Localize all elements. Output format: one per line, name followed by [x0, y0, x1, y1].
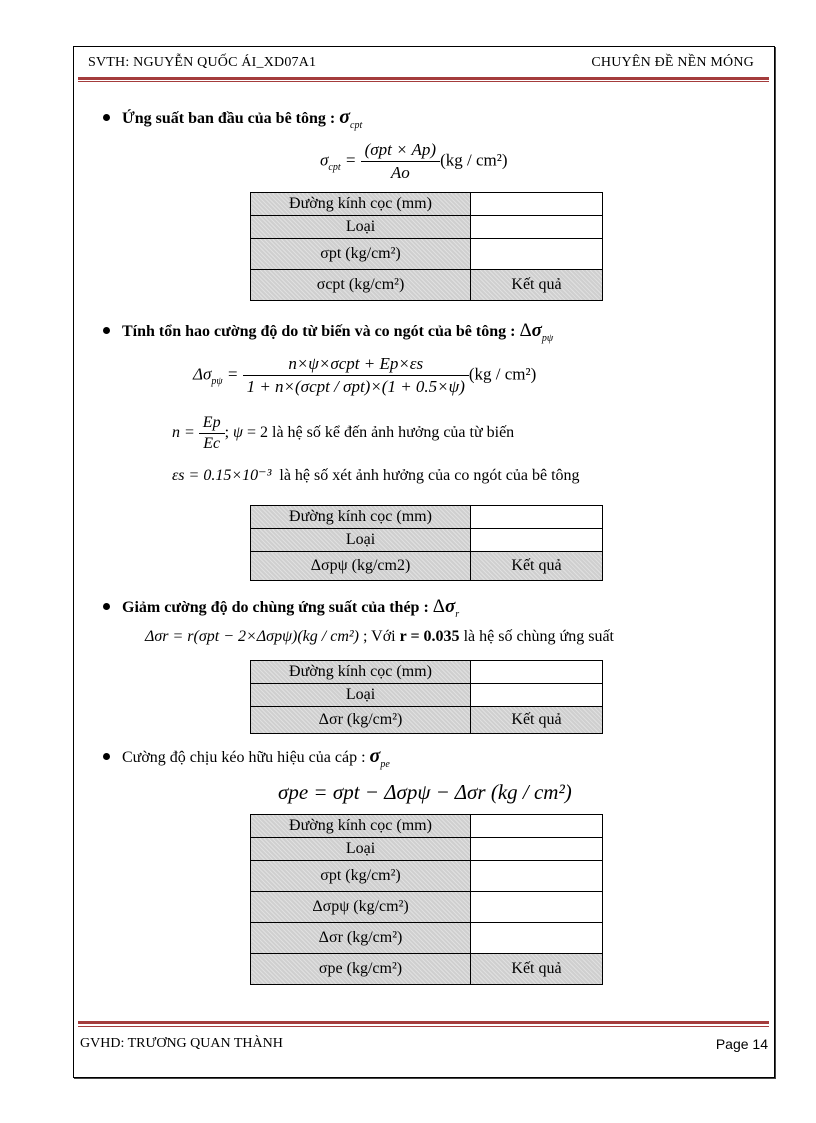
table-label: Loại — [251, 684, 471, 707]
section3-title: Giảm cường độ do chùng ứng suất của thép : — [122, 599, 429, 616]
table-label: Δσpψ (kg/cm²) — [251, 892, 471, 923]
section3-note-r: r = 0.035 — [399, 628, 460, 645]
header-topic: CHUYÊN ĐỀ NỀN MÓNG — [591, 55, 754, 70]
section1-title: Ứng suất ban đầu của bê tông : — [122, 110, 336, 127]
table-cell — [471, 684, 603, 707]
section2-heading: Tính tổn hao cường độ do từ biến và co ngót của bê tông : $\Delta\sigma_{p\psi}$ — [103, 320, 553, 344]
header-author: SVTH: NGUYỄN QUỐC ÁI_XD07A1 — [88, 55, 317, 70]
table-cell — [471, 661, 603, 684]
table-label: Loại — [251, 216, 471, 239]
table-label: σpe (kg/cm²) — [251, 954, 471, 985]
section2-formula-numerator: n×ψ×σcpt + Ep×εs — [243, 354, 469, 376]
section3-heading: Giảm cường độ do chùng ứng suất của thép : $\Delta\sigma_r$ — [103, 596, 459, 620]
section2-table — [250, 505, 603, 581]
table-cell — [471, 239, 603, 270]
section3-formula: Δσr = r(σpt − 2×Δσpψ)(kg / cm²) — [145, 628, 359, 645]
table-label: Đường kính cọc (mm) — [251, 506, 471, 529]
table-cell — [471, 838, 603, 861]
section3-formula-line — [145, 628, 614, 646]
section4-title: Cường độ chịu kéo hữu hiệu của cáp : — [122, 749, 366, 766]
footer-rule — [78, 1021, 769, 1024]
table-result: Kết quả — [471, 552, 603, 581]
page-number: Page 14 — [715, 1036, 768, 1052]
section4-table — [250, 814, 603, 985]
table-cell — [471, 529, 603, 552]
table-label: Đường kính cọc (mm) — [251, 193, 471, 216]
table-label: Loại — [251, 838, 471, 861]
section2-n-definition: n = $\frac{Ep}{Ec}$ ; ψ = 2 là hệ số kể đến ảnh hưởng của từ biến — [172, 414, 515, 452]
section1-table — [250, 192, 603, 301]
table-result: Kết quả — [471, 954, 603, 985]
bullet-icon — [103, 327, 110, 334]
header-rule — [78, 77, 769, 80]
footer-advisor: GVHD: TRƯƠNG QUAN THÀNH — [80, 1036, 283, 1051]
table-result: Kết quả — [471, 707, 603, 734]
table-label: Đường kính cọc (mm) — [251, 815, 471, 838]
bullet-icon — [103, 753, 110, 760]
table-label: σcpt (kg/cm²) — [251, 270, 471, 301]
section1-formula-unit: (kg / cm²) — [440, 150, 508, 170]
section2-formula: $\Delta\sigma_{p\psi}$ = $\frac{\text{n×ψ×σcpt + Ep×εs}}{\text{1 + n×(σcpt / σpt)×(1 + 0.5×ψ)}}$ (kg / cm²) — [193, 354, 537, 396]
table-cell — [471, 506, 603, 529]
table-label: σpt (kg/cm²) — [251, 239, 471, 270]
table-label: Δσr (kg/cm²) — [251, 707, 471, 734]
table-cell — [471, 861, 603, 892]
section4-heading: Cường độ chịu kéo hữu hiệu của cáp : $\sigma_{pe}$ — [103, 745, 390, 770]
header-rule-thin — [78, 81, 769, 82]
section2-es-definition — [172, 465, 580, 485]
table-label: σpt (kg/cm²) — [251, 861, 471, 892]
table-cell — [471, 193, 603, 216]
bullet-icon — [103, 114, 110, 121]
section1-formula-numerator: (σpt × Ap) — [361, 140, 440, 162]
table-cell — [471, 923, 603, 954]
table-cell — [471, 815, 603, 838]
table-label: Loại — [251, 529, 471, 552]
section2-es-value: εs = 0.15×10⁻³ — [172, 467, 272, 484]
table-result: Kết quả — [471, 270, 603, 301]
section1-heading: Ứng suất ban đầu của bê tông : $\sigma_{cpt}$ — [103, 106, 362, 131]
table-cell — [471, 216, 603, 239]
section2-n-text: là hệ số kể đến ảnh hưởng của từ biến — [272, 424, 515, 442]
section2-title: Tính tổn hao cường độ do từ biến và co ngót của bê tông : — [122, 323, 516, 340]
table-label: Đường kính cọc (mm) — [251, 661, 471, 684]
section3-note-pre: ; Với — [363, 628, 396, 645]
section3-table — [250, 660, 603, 734]
section2-es-text: là hệ số xét ảnh hưởng của co ngót của bê tông — [279, 467, 580, 484]
table-cell — [471, 892, 603, 923]
table-label: Δσr (kg/cm²) — [251, 923, 471, 954]
section3-note-post: là hệ số chùng ứng suất — [463, 628, 614, 645]
section1-formula-denominator: Ao — [390, 163, 410, 182]
section1-formula: $\sigma_{cpt}$ = $\frac{\text{(σpt × Ap)}}{Ao}$ (kg / cm²) — [320, 140, 508, 182]
section4-formula: σpe = σpt − Δσpψ − Δσr (kg / cm²) — [278, 780, 572, 804]
table-label: Δσpψ (kg/cm2) — [251, 552, 471, 581]
section2-formula-denominator: 1 + n×(σcpt / σpt)×(1 + 0.5×ψ) — [246, 377, 465, 396]
section2-formula-unit: (kg / cm²) — [468, 364, 537, 384]
bullet-icon — [103, 603, 110, 610]
footer-rule-thin — [78, 1026, 769, 1027]
